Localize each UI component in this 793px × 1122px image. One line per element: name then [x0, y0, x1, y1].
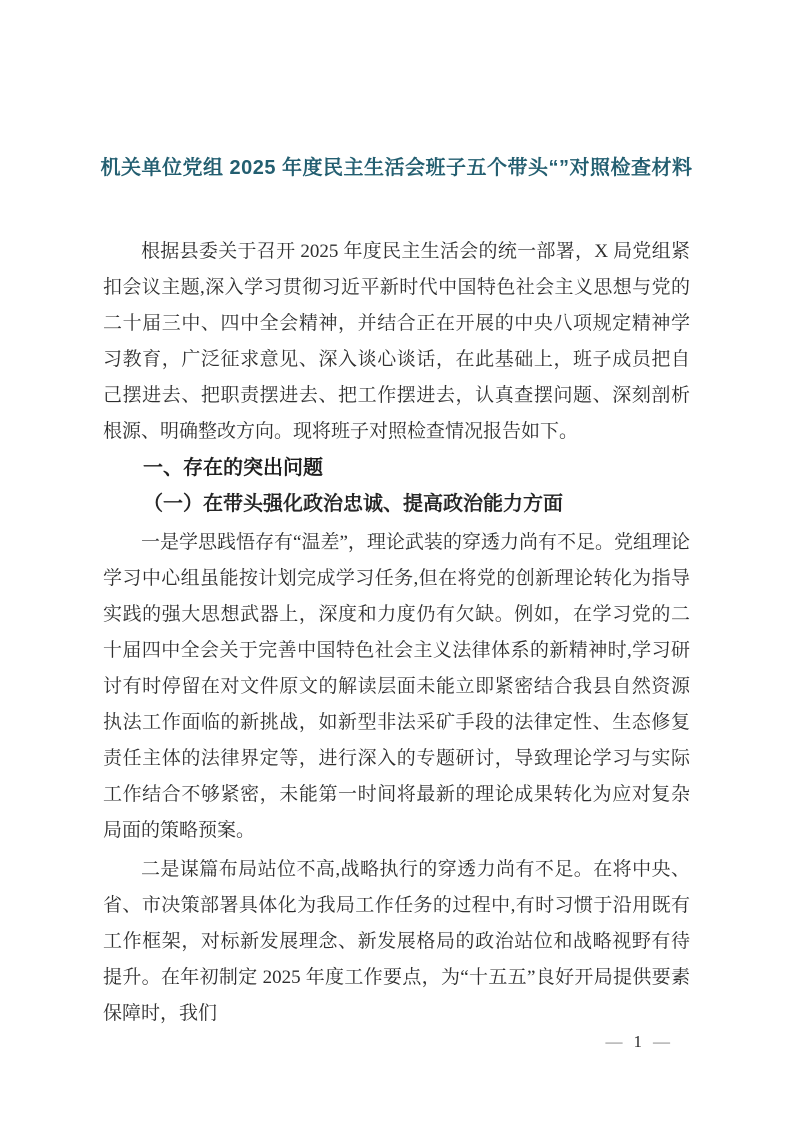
document-title: 机关单位党组 2025 年度民主生活会班子五个带头“”对照检查材料 — [100, 157, 693, 179]
document-content — [100, 152, 693, 1032]
intro-paragraph: 根据县委关于召开 2025 年度民主生活会的统一部署，X 局党组紧扣会议主题,深入学习贯彻习近平新时代中国特色社会主义思想与党的二十届三中、四中全会精神，并结合正在开展的中央八项规定精神学习教育，广泛征求意见、深入谈心谈话，在此基础上，班子成员把自己摆进去、把职责摆进去、把工作摆进去，认真查摆问题、深刻剖析根源、明确整改方向。现将班子对照检查情况报告如下。 — [103, 241, 690, 442]
page-number-value: 1 — [633, 1032, 642, 1051]
body-paragraph-1: 一是学思践悟存有“温差”，理论武装的穿透力尚有不足。党组理论学习中心组虽能按计划完成学习任务,但在将党的创新理论转化为指导实践的强大思想武器上，深度和力度仍有欠缺。例如，在学习党的二十届四中全会关于完善中国特色社会主义法律体系的新精神时,学习研讨有时停留在对文件原文的解读层面未能立即紧密结合我县自然资源执法工作面临的新挑战，如新型非法采矿手段的法律定性、生态修复责任主体的法律界定等，进行深入的专题研讨，导致理论学习与实际工作结合不够紧密，未能第一时间将最新的理论成果转化为应对复杂局面的策略预案。 — [103, 532, 690, 841]
body-paragraph-2: 二是谋篇布局站位不高,战略执行的穿透力尚有不足。在将中央、省、市决策部署具体化为我局工作任务的过程中,有时习惯于沿用既有工作框架，对标新发展理念、新发展格局的政治站位和战略视野有待提升。在年初制定 2025 年度工作要点，为“十五五”良好开局提供要素保障时，我们 — [103, 859, 690, 1024]
subsection-heading: （一）在带头强化政治忠诚、提高政治能力方面 — [143, 493, 563, 515]
section-heading: 一、存在的突出问题 — [143, 457, 323, 479]
page-number — [606, 1030, 671, 1054]
page-number-dash-left: — — [605, 1032, 623, 1051]
page-number-dash-right: — — [653, 1032, 670, 1051]
title-row — [100, 152, 693, 184]
